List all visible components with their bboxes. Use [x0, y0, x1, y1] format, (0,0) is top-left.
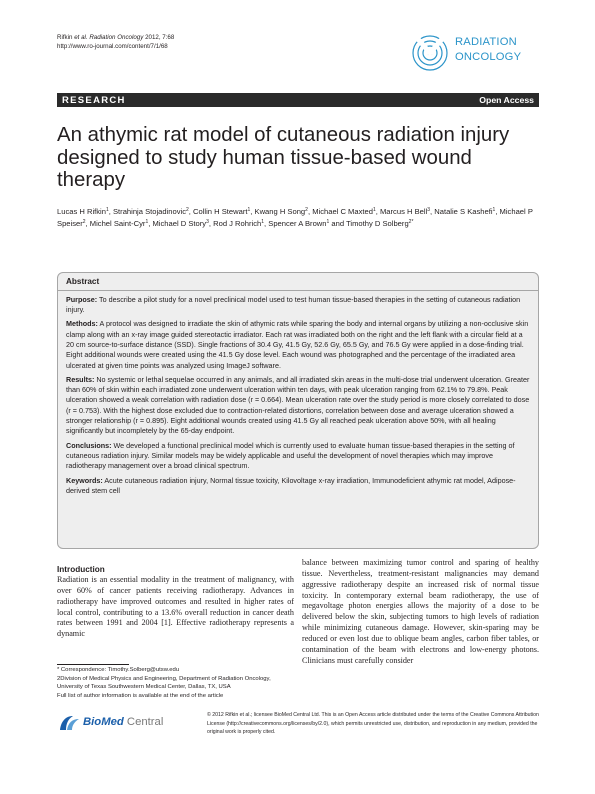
author-name: Rod J Rohrich	[213, 219, 262, 229]
open-access-label: Open Access	[479, 94, 534, 105]
abstract-divider	[58, 290, 538, 291]
correspondence-note: * Correspondence: Timothy.Solberg@utsw.edu	[57, 667, 180, 673]
article-url[interactable]: http://www.ro-journal.com/content/7/1/68	[57, 42, 168, 50]
purpose-text: To describe a pilot study for a novel preclinical model used to test human tissue-based therapies in the setting of cutaneous radiation injury.	[66, 294, 521, 315]
license-notice: © 2012 Rifkin et al.; licensee BioMed Central Ltd. This is an Open Access article distributed under the terms of the Creative Commons Attribution License (http://creativecommons.org/licenses/by/2.0), which permits unrestricted use, distribution, and reproduction in any medium, provided the original work is properly cited.	[207, 712, 539, 735]
citation-header	[57, 34, 174, 51]
author-affiliation-mark: 2	[305, 207, 308, 213]
author-affiliation-mark: 1	[326, 219, 330, 226]
author-list: Lucas H Rifkin$^1$, Strahinja Stojadinovic$^2$, Collin H Stewart$^1$, Kwang H Song$^2$, Michael C Maxted$^1$, Marcus H Bell$^3$, Natalie S Kashefi$^1$, Michael P Speiser$^2$, Michel Saint-Cyr$^1$, Michael D Story$^3$, Rod J Rohrich$^1$, Spencer A Brown$^1$ and Timothy D Solberg$^{2*}$	[57, 207, 533, 229]
article-type-band	[57, 93, 539, 107]
citation-journal: et al. Radiation Oncology	[74, 34, 144, 41]
introduction-heading: Introduction	[57, 565, 105, 574]
conclusions-label: Conclusions:	[66, 440, 112, 450]
abstract-purpose	[66, 295, 530, 316]
author-affiliation-mark: 1	[247, 207, 251, 213]
author-affiliation-mark: 2*	[408, 219, 414, 226]
publisher-name	[83, 716, 163, 729]
biomed-central-logo-icon	[57, 713, 83, 733]
article-title: An athymic rat model of cutaneous radiation injury designed to study human tissue-based wound therapy	[57, 124, 510, 192]
logo-line-oncology: ONCOLOGY	[455, 50, 522, 63]
author-name: Collin H Stewart	[193, 207, 248, 216]
author-affiliation-mark: 3	[206, 219, 209, 226]
radiation-oncology-logo-icon	[410, 33, 450, 73]
author-affiliation-mark: 2	[82, 219, 86, 226]
logo-line-radiation: RADIATION	[455, 36, 517, 48]
full-list-note: Full list of author information is available at the end of the article	[57, 692, 224, 699]
body-column-right	[302, 558, 539, 666]
citation-author: Rifkin	[57, 34, 75, 41]
methods-label: Methods:	[66, 319, 98, 329]
abstract-keywords	[66, 476, 530, 497]
keywords-text: Acute cutaneous radiation injury, Normal tissue toxicity, Kilovoltage x-ray irradiation, Immunodeficient athymic rat model, Adipose-derived stem cell	[66, 475, 516, 495]
affiliation-note: 2Division of Medical Physics and Engineering, Department of Radiation Oncology, University of Texas Southwestern Medical Center, Dallas, TX, USA	[57, 675, 271, 691]
article-type-label: RESEARCH	[62, 94, 126, 106]
body-column-left	[57, 565, 294, 640]
author-name: Spencer A Brown	[268, 219, 327, 229]
footnote-divider	[57, 664, 129, 665]
journal-logo	[410, 30, 540, 74]
author-name: Michael C Maxted	[312, 207, 373, 216]
author-affiliation-mark: 1	[372, 207, 376, 213]
author-name: Lucas H Rifkin	[57, 207, 106, 216]
abstract-methods	[66, 319, 530, 370]
author-name: Kwang H Song	[254, 207, 306, 216]
abstract-results	[66, 375, 530, 437]
author-affiliation-mark: 2	[186, 207, 189, 213]
methods-text: A protocol was designed to irradiate the skin of athymic rats while sparing the body and internal organs by utilizing a non-occlusive skin clamp along with an x-ray image guided stereotactic irradiator. Each rat was irradiated both on the right and the left flank with a circular field at a 20 cm source-to-surface distance (SSD). Single fractions of 30.4 Gy, 41.5 Gy, 52.6 Gy, 65.5 Gy, and 76.5 Gy were applied in a dose-finding trial. Eight additional wounds were created using the 41.5 Gy dose level. Each wound was photographed and the percentage of the irradiated area ulcerated at given time points was analyzed using ImageJ software.	[66, 319, 529, 370]
introduction-text-left: Radiation is an essential modality in the treatment of malignancy, with over 60% of cancer patients receiving radiotherapy. Advances in radiotherapy have improved outcomes and resulted in higher rates of local control, contributing to a 13.6% overall reduction in cancer death rates between 1991 and 2004 [1]. Effective radiotherapy represents a dynamic	[57, 575, 294, 639]
publisher-logo	[57, 712, 197, 734]
introduction-text-right: balance between maximizing tumor control and sparing of healthy tissue. Nevertheless, treatment-resistant malignancies may demand aggressive radiotherapy despite an increased risk of normal tissue toxicity. In contemporary external beam radiotherapy, the use of megavoltage photon energies allows the majority of a dose to be delivered below the skin, subjecting tumors to high levels of radiation while minimizing cutaneous damage. However, skin-sparing may be reduced or even lost due to oblique beam angles, carbon fiber tables, or contamination of the beam with electrons and low-energy photons. Clinicians must carefully consider	[302, 558, 539, 665]
author-name: Michel Saint-Cyr	[89, 219, 146, 229]
journal-logo-text	[455, 35, 521, 64]
author-affiliation-mark: 1	[261, 219, 265, 226]
author-affiliation-mark: 1	[105, 207, 109, 213]
abstract-heading: Abstract	[66, 277, 100, 286]
keywords-label: Keywords:	[66, 475, 103, 485]
author-affiliation-mark: 1	[145, 219, 149, 226]
results-text: No systemic or lethal sequelae occurred in any animals, and all irradiated skin areas in the multi-dose trial underwent ulceration. Greater than 60% of skin within each irradiated zone underwent ulceration within ten days, with peak ulceration ranging from 62.1% to 79.8%. Peak ulceration showed a weak correlation with radiation dose (r = 0.664). Mean ulceration rate over the study period is more closely correlated to dose (r = 0.753). With the highest dose excluded due to contraction-related distortions, correlation between dose and average ulceration showed a stronger relationship (r = 0.895). Eight additional wounds created using 41.5 Gy all reached peak ulceration above 50%, with all healing significantly but incompletely by the 65-day endpoint.	[66, 374, 530, 436]
author-name: Timothy D Solberg	[346, 219, 409, 229]
author-name: Marcus H Bell	[379, 207, 428, 216]
footnotes	[57, 666, 294, 700]
author-name: Michael D Story	[152, 219, 207, 229]
author-name: Michael P Speiser	[57, 207, 533, 229]
citation-volume: 2012, 7:68	[143, 34, 175, 41]
abstract-box	[57, 272, 539, 549]
results-label: Results:	[66, 374, 95, 384]
purpose-label: Purpose:	[66, 294, 98, 304]
abstract-conclusions	[66, 441, 530, 472]
publisher-name-central: Central	[123, 716, 164, 728]
citation-line	[57, 34, 174, 43]
conclusions-text: We developed a functional preclinical model which is currently used to evaluate human tissue-based therapies in the setting of cutaneous radiation injury. Similar models may be widely applicable and useful the development of novel therapies which may improve radiotherapy management over a broad clinical spectrum.	[66, 440, 515, 471]
author-name: Natalie S Kashefi	[434, 207, 493, 216]
author-affiliation-mark: 1	[492, 207, 496, 213]
author-name: Strahinja Stojadinovic	[112, 207, 187, 216]
author-affiliation-mark: 3	[427, 207, 431, 213]
publisher-name-biomed: BioMed	[83, 716, 124, 728]
